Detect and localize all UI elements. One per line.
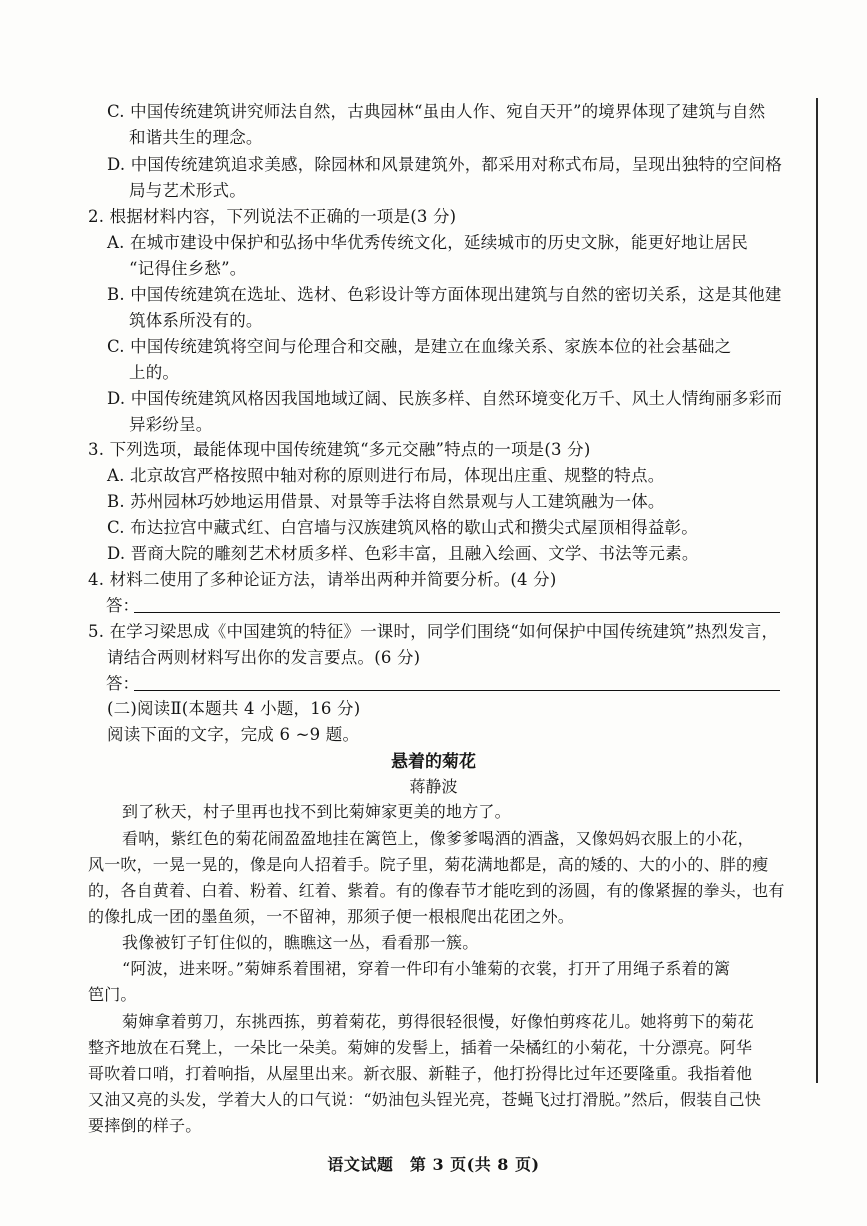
q5-answer-label: 答： xyxy=(106,674,139,693)
story-line: 又油又亮的头发，学着大人的口气说：“奶油包头锃光亮，苍蝇飞过打滑脱。”然后，假装自己快 xyxy=(88,1090,761,1109)
story-line: 我像被钉子钉住似的，瞧瞧这一丛，看看那一簇。 xyxy=(122,933,479,952)
q5-stem-line2: 请结合两则材料写出你的发言要点。(6 分) xyxy=(107,648,421,667)
q5-stem-line1: 5. 在学习梁思成《中国建筑的特征》一课时，同学们围绕“如何保护中国传统建筑”热烈发言， xyxy=(88,622,779,641)
story-line: 的像扎成一团的墨鱼须，一不留神，那须子便一根根爬出花团之外。 xyxy=(88,907,575,926)
q2-option-c-line1: C. 中国传统建筑将空间与伦理合和交融，是建立在血缘关系、家族本位的社会基础之 xyxy=(107,337,732,356)
story-title: 悬着的菊花 xyxy=(391,752,476,772)
q4-answer-line[interactable] xyxy=(134,612,780,613)
story-line: 哥吹着口哨，打着响指，从屋里出来。新衣服、新鞋子，他打扮得比过年还要隆重。我指着他 xyxy=(88,1064,753,1083)
q3-option-d: D. 晋商大院的雕刻艺术材质多样、色彩丰富，且融入绘画、文学、书法等元素。 xyxy=(107,544,699,563)
q2-option-a-line2: “记得住乡愁”。 xyxy=(129,259,247,278)
q3-stem: 3. 下列选项，最能体现中国传统建筑“多元交融”特点的一项是(3 分) xyxy=(88,440,591,459)
q2-option-c-line2: 上的。 xyxy=(129,363,180,382)
story-author: 蒋静波 xyxy=(409,777,458,796)
q2-stem: 2. 根据材料内容，下列说法不正确的一项是(3 分) xyxy=(88,207,457,226)
q3-option-a: A. 北京故宫严格按照中轴对称的原则进行布局，体现出庄重、规整的特点。 xyxy=(107,466,665,485)
q2-option-b-line2: 筑体系所没有的。 xyxy=(129,311,263,330)
story-line: 风一吹，一晃一晃的，像是向人招着手。院子里，菊花满地都是，高的矮的、大的小的、胖的瘦 xyxy=(88,855,769,874)
q3-option-b: B. 苏州园林巧妙地运用借景、对景等手法将自然景观与人工建筑融为一体。 xyxy=(107,492,665,511)
story-line: 笆门。 xyxy=(88,985,137,1004)
margin-rule xyxy=(816,98,818,1083)
q3-option-c: C. 布达拉宫中藏式红、白宫墙与汉族建筑风格的歇山式和攒尖式屋顶相得益彰。 xyxy=(107,518,698,537)
story-line: 要摔倒的样子。 xyxy=(88,1116,202,1135)
story-line: “阿波，进来呀。”菊婶系着围裙，穿着一件印有小雏菊的衣裳，打开了用绳子系着的篱 xyxy=(122,959,731,978)
story-line: 菊婶拿着剪刀，东挑西拣，剪着菊花，剪得很轻很慢，好像怕剪疼花儿。她将剪下的菊花 xyxy=(122,1012,754,1031)
q2-option-d-line2: 异彩纷呈。 xyxy=(129,415,213,434)
section2-heading: (二)阅读Ⅱ(本题共 4 小题，16 分) xyxy=(107,699,361,718)
q4-answer-label: 答： xyxy=(106,596,139,615)
q1-option-d-line1: D. 中国传统建筑追求美感，除园林和风景建筑外，都采用对称式布局，呈现出独特的空间格 xyxy=(107,155,783,174)
q1-option-c-line2: 和谐共生的理念。 xyxy=(129,128,263,147)
story-line: 到了秋天，村子里再也找不到比菊婶家更美的地方了。 xyxy=(122,802,511,821)
section2-instruction: 阅读下面的文字，完成 6 ~9 题。 xyxy=(107,725,360,744)
q2-option-a-line1: A. 在城市建设中保护和弘扬中华优秀传统文化，延续城市的历史文脉，能更好地让居民 xyxy=(107,233,748,252)
story-line: 整齐地放在石凳上，一朵比一朵美。菊婶的发髻上，插着一朵橘红的小菊花，十分漂亮。阿华 xyxy=(88,1038,753,1057)
q5-answer-line[interactable] xyxy=(134,690,780,691)
story-line: 的，各自黄着、白着、粉着、红着、紫着。有的像春节才能吃到的汤圆，有的像紧握的拳头，也有 xyxy=(88,881,785,900)
q1-option-c-line1: C. 中国传统建筑讲究师法自然，古典园林“虽由人作、宛自天开”的境界体现了建筑与自然 xyxy=(107,102,766,121)
story-line: 看呐，紫红色的菊花闹盈盈地挂在篱笆上，像爹爹喝酒的酒盏，又像妈妈衣服上的小花， xyxy=(122,829,754,848)
q1-option-d-line2: 局与艺术形式。 xyxy=(129,181,246,200)
page-footer: 语文试题 第 3 页(共 8 页) xyxy=(327,1155,540,1174)
q4-stem: 4. 材料二使用了多种论证方法，请举出两种并简要分析。(4 分) xyxy=(88,570,557,589)
q2-option-b-line1: B. 中国传统建筑在选址、选材、色彩设计等方面体现出建筑与自然的密切关系，这是其他建 xyxy=(107,285,782,304)
q2-option-d-line1: D. 中国传统建筑风格因我国地域辽阔、民族多样、自然环境变化万千、风土人情绚丽多彩而 xyxy=(107,389,783,408)
